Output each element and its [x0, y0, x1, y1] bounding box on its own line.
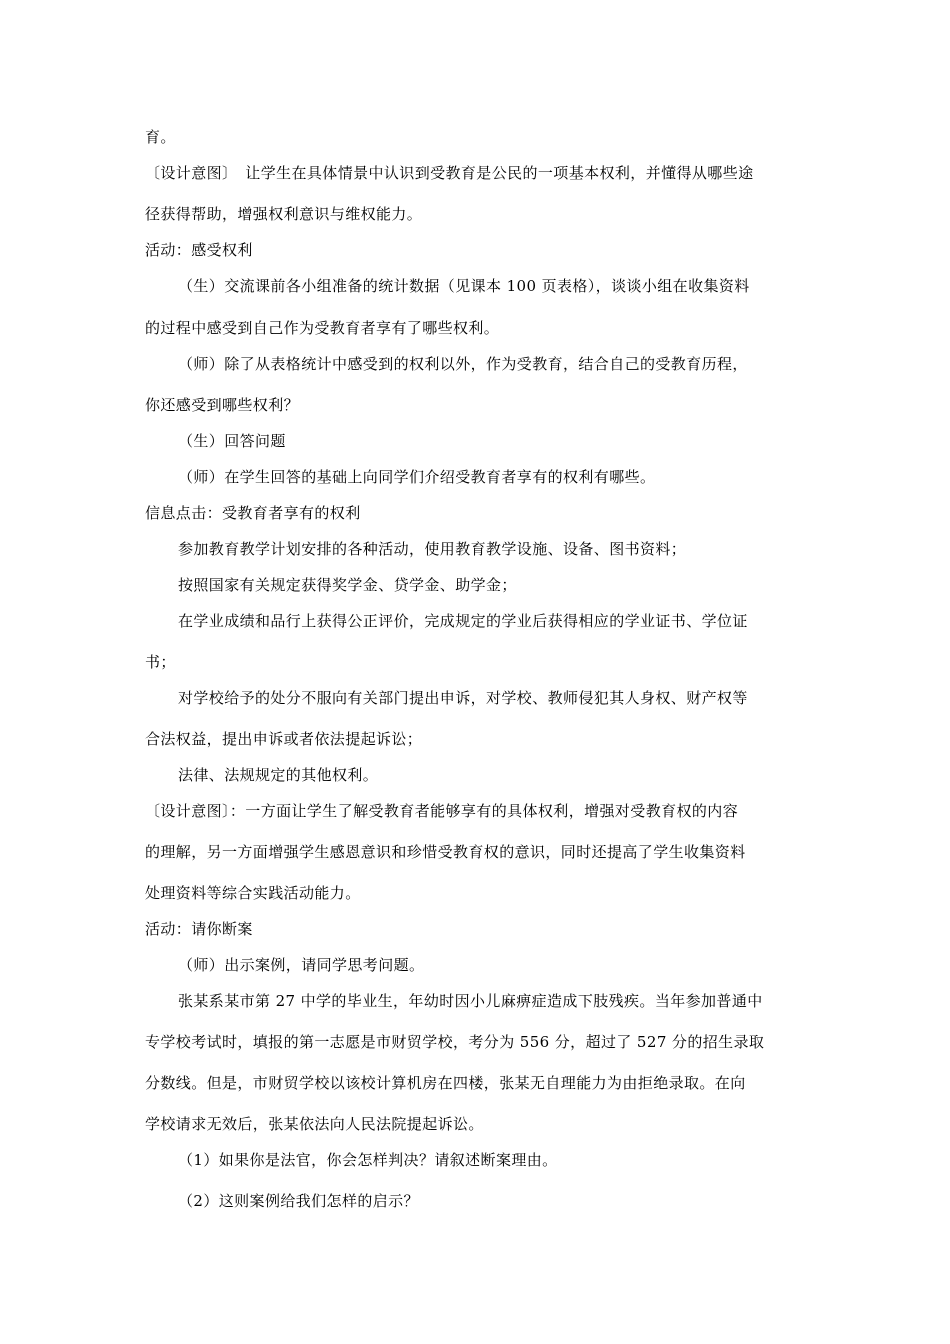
info-heading: 信息点击：受教育者享有的权利	[145, 504, 361, 522]
activity-heading: 活动：请你断案	[145, 920, 253, 938]
paragraph-line: （师）出示案例，请同学思考问题。	[178, 956, 425, 974]
paragraph-line: （生）交流课前各小组准备的统计数据（见课本 100 页表格），谈谈小组在收集资料	[178, 277, 750, 295]
paragraph-line: 的理解，另一方面增强学生感恩意识和珍惜受教育权的意识，同时还提高了学生收集资料	[145, 843, 746, 861]
design-intent-line: 〔设计意图〕 让学生在具体情景中认识到受教育是公民的一项基本权利，并懂得从哪些途	[145, 164, 754, 182]
paragraph-line: 书；	[145, 653, 176, 671]
case-line: 专学校考试时，填报的第一志愿是市财贸学校，考分为 556 分，超过了 527 分的招生录取	[145, 1033, 765, 1051]
rights-item: 对学校给予的处分不服向有关部门提出申诉，对学校、教师侵犯其人身权、财产权等	[178, 689, 748, 707]
case-line: 分数线。但是，市财贸学校以该校计算机房在四楼，张某无自理能力为由拒绝录取。在向	[145, 1074, 746, 1092]
rights-item: 在学业成绩和品行上获得公正评价，完成规定的学业后获得相应的学业证书、学位证	[178, 612, 748, 630]
case-line: 学校请求无效后，张某依法向人民法院提起诉讼。	[145, 1115, 484, 1133]
paragraph-line: 径获得帮助，增强权利意识与维权能力。	[145, 205, 423, 223]
paragraph-line: （生）回答问题	[178, 432, 286, 450]
paragraph-line: 处理资料等综合实践活动能力。	[145, 884, 361, 902]
paragraph-line: （师）除了从表格统计中感受到的权利以外，作为受教育，结合自己的受教育历程，	[178, 355, 748, 373]
paragraph-line: 你还感受到哪些权利？	[145, 396, 300, 414]
paragraph-line: （师）在学生回答的基础上向同学们介绍受教育者享有的权利有哪些。	[178, 468, 656, 486]
paragraph-line: 的过程中感受到自己作为受教育者享有了哪些权利。	[145, 319, 500, 337]
rights-item: 法律、法规规定的其他权利。	[178, 766, 379, 784]
activity-heading: 活动：感受权利	[145, 241, 253, 259]
paragraph-line: 育。	[145, 128, 176, 146]
question-line: （2）这则案例给我们怎样的启示？	[178, 1192, 419, 1210]
paragraph-line: 合法权益，提出申诉或者依法提起诉讼；	[145, 730, 423, 748]
case-line: 张某系某市第 27 中学的毕业生，年幼时因小儿麻痹症造成下肢残疾。当年参加普通中	[178, 992, 763, 1010]
question-line: （1）如果你是法官，你会怎样判决？请叙述断案理由。	[178, 1151, 558, 1169]
rights-item: 按照国家有关规定获得奖学金、贷学金、助学金；	[178, 576, 517, 594]
design-intent-line: 〔设计意图〕：一方面让学生了解受教育者能够享有的具体权利，增强对受教育权的内容	[145, 802, 739, 820]
rights-item: 参加教育教学计划安排的各种活动，使用教育教学设施、设备、图书资料；	[178, 540, 687, 558]
